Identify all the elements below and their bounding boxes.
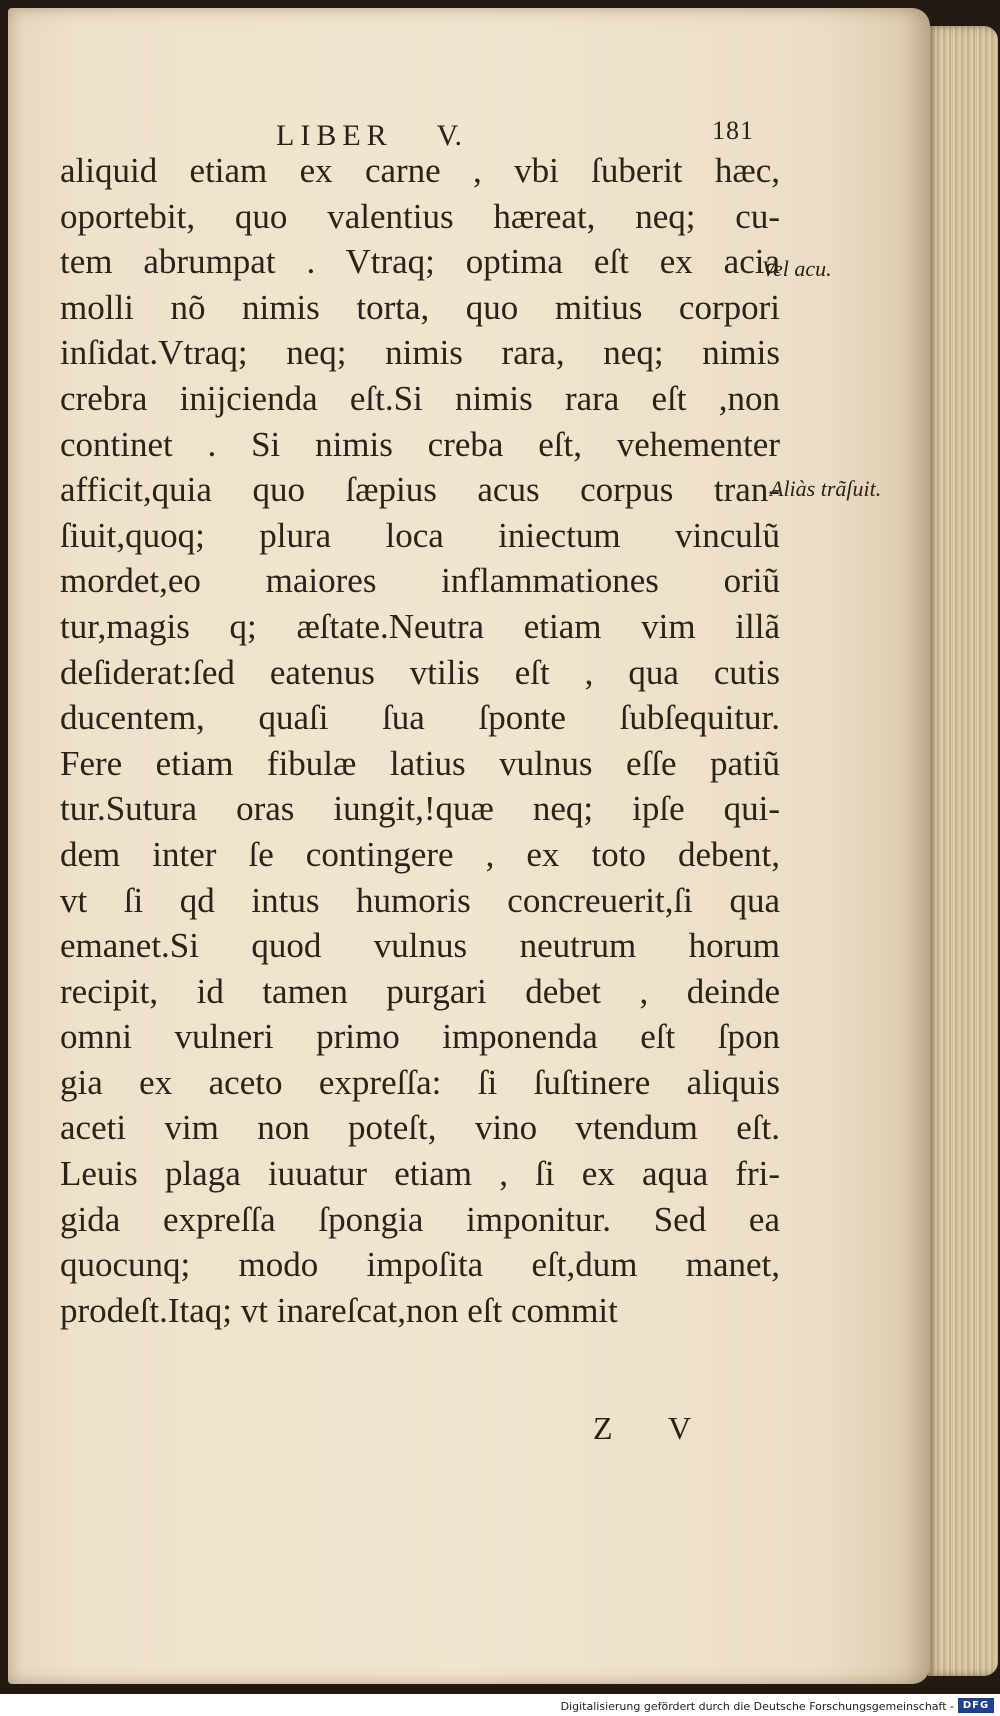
text-line: oportebit, quo valentius hæreat, neq; cu-: [60, 196, 780, 236]
folio-number: 181: [712, 116, 754, 145]
text-line: gia ex aceto expreſſa: ſi ſuſtinere aliquis: [60, 1062, 780, 1102]
page-edges: [928, 26, 998, 1676]
signature-mark: Z V: [593, 1410, 716, 1446]
text-line: ducentem, quaſi ſua ſponte ſubſequitur.: [60, 698, 780, 738]
text-line: vt ſi qd intus humoris concreuerit,ſi qua: [60, 880, 780, 920]
text-line: afficit,quia quo ſæpius acus corpus tran-: [60, 470, 780, 510]
running-title: LIBER: [276, 119, 393, 152]
text-line: deſiderat:ſed eatenus vtilis eſt , qua cutis: [60, 652, 780, 692]
text-line: crebra inijcienda eſt.Si nimis rara eſt ,non: [60, 378, 780, 418]
body-text: [60, 148, 780, 1333]
text-line: quocunq; modo impoſita eſt,dum manet,: [60, 1245, 780, 1285]
text-line: mordet,eo maiores inflammationes oriũ: [60, 561, 780, 601]
text-line: Leuis plaga iuuatur etiam , ſi ex aqua fri-: [60, 1154, 780, 1194]
text-line: tem abrumpat . Vtraq; optima eſt ex acia: [60, 242, 780, 282]
text-line: dem inter ſe contingere , ex toto debent,: [60, 834, 780, 874]
text-line: Fere etiam fibulæ latius vulnus eſſe patiũ: [60, 743, 780, 783]
book-number: V.: [436, 119, 462, 152]
digitization-footer: [0, 1694, 1000, 1716]
footer-credit: Digitalisierung gefördert durch die Deutsche Forschungsgemeinschaft -: [560, 1700, 954, 1713]
text-line: gida expreſſa ſpongia imponitur. Sed ea: [60, 1199, 780, 1239]
margin-note-alias-transuit: Aliàs trãſuit.: [770, 476, 882, 501]
text-line: omni vulneri primo imponenda eſt ſpon: [60, 1017, 780, 1057]
text-line: tur,magis q; æſtate.Neutra etiam vim illã: [60, 606, 780, 646]
text-line: molli nõ nimis torta, quo mitius corpori: [60, 287, 780, 327]
dfg-logo: DFG: [958, 1698, 994, 1713]
text-line: aceti vim non poteſt, vino vtendum eſt.: [60, 1108, 780, 1148]
text-line: prodeſt.Itaq; vt inareſcat,non eſt commit: [60, 1290, 618, 1330]
text-line: continet . Si nimis creba eſt, vehementer: [60, 424, 780, 464]
book-page: [8, 8, 930, 1684]
text-line: ſiuit,quoq; plura loca iniectum vinculũ: [60, 515, 780, 555]
margin-note-vel-acu: Vel acu.: [762, 256, 832, 281]
text-line: emanet.Si quod vulnus neutrum horum: [60, 926, 780, 966]
text-line: recipit, id tamen purgari debet , deinde: [60, 971, 780, 1011]
text-line: tur.Sutura oras iungit,!quæ neq; ipſe qui-: [60, 789, 780, 829]
text-line: inſidat.Vtraq; neq; nimis rara, neq; nimis: [60, 333, 780, 373]
text-line: aliquid etiam ex carne , vbi ſuberit hæc,: [60, 151, 780, 190]
